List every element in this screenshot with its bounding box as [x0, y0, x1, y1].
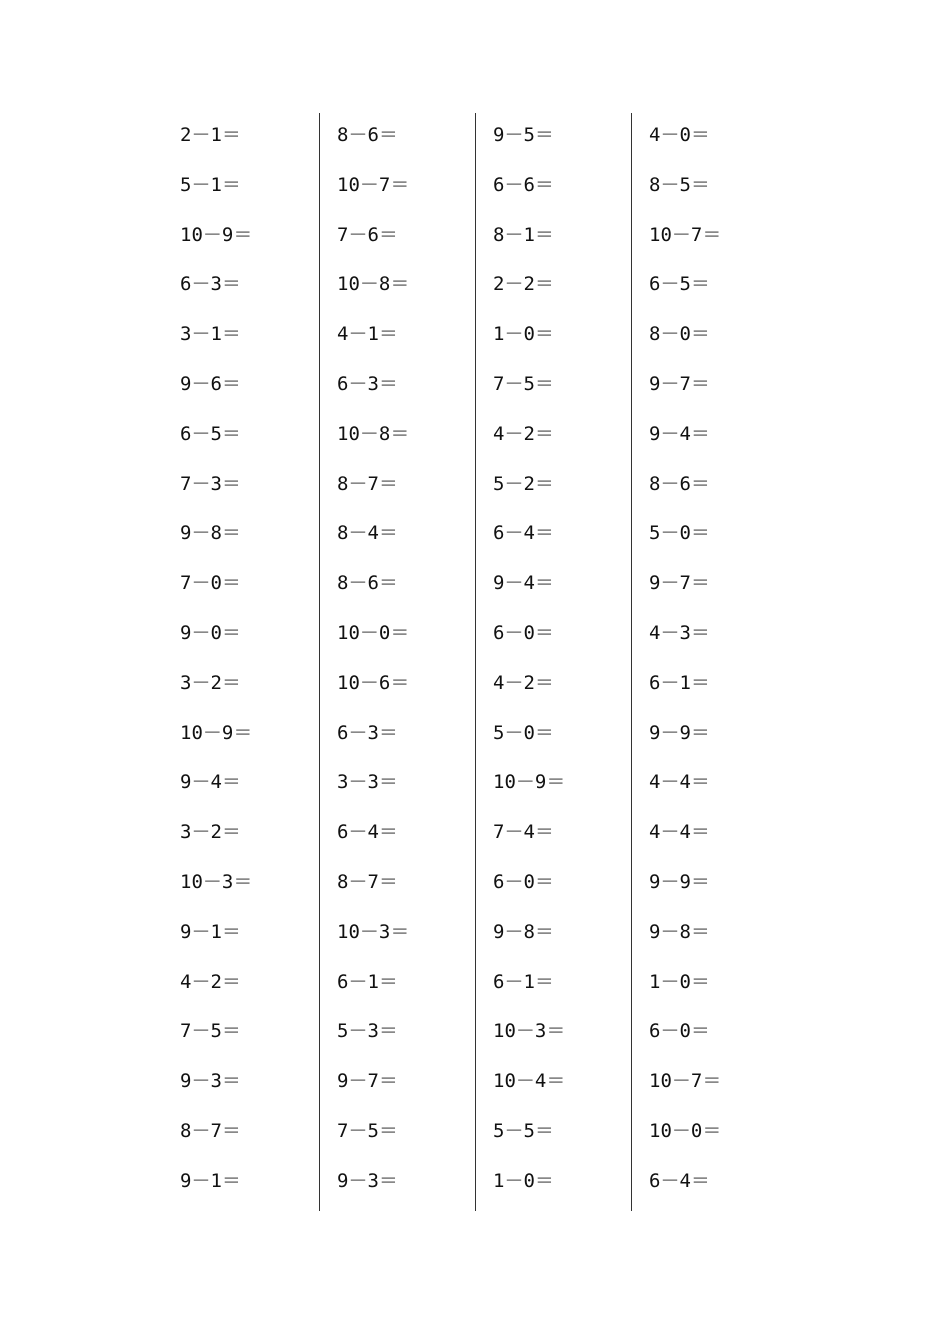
problem-column-4	[631, 113, 787, 1211]
subtraction-problem: 5－3＝	[337, 1020, 398, 1043]
subtraction-problem: 9－9＝	[649, 870, 710, 893]
subtraction-problem: 4－4＝	[649, 821, 710, 844]
subtraction-problem: 1－0＝	[493, 1169, 554, 1192]
subtraction-problem: 6－1＝	[337, 970, 398, 993]
subtraction-problem: 9－7＝	[649, 372, 710, 395]
subtraction-problem: 10－6＝	[337, 671, 410, 694]
subtraction-problem: 9－6＝	[180, 372, 241, 395]
subtraction-problem: 8－1＝	[493, 223, 554, 246]
subtraction-problem: 3－2＝	[180, 821, 241, 844]
subtraction-problem: 4－4＝	[649, 771, 710, 794]
subtraction-problem: 10－9＝	[493, 771, 566, 794]
subtraction-problem: 9－9＝	[649, 721, 710, 744]
subtraction-problem: 6－3＝	[337, 721, 398, 744]
subtraction-problem: 9－8＝	[493, 920, 554, 943]
subtraction-problem: 6－1＝	[493, 970, 554, 993]
subtraction-problem: 6－1＝	[649, 671, 710, 694]
problem-column-1	[163, 113, 319, 1211]
subtraction-problem: 9－8＝	[180, 522, 241, 545]
subtraction-problem: 2－1＝	[180, 124, 241, 146]
subtraction-problem: 5－5＝	[493, 1119, 554, 1142]
subtraction-problem: 9－7＝	[649, 572, 710, 595]
subtraction-problem: 7－5＝	[180, 1020, 241, 1043]
subtraction-problem: 3－3＝	[337, 771, 398, 794]
subtraction-problem: 4－2＝	[493, 671, 554, 694]
subtraction-problem: 8－7＝	[180, 1119, 241, 1142]
subtraction-problem: 6－3＝	[180, 273, 241, 296]
subtraction-problem: 5－2＝	[493, 472, 554, 495]
subtraction-problem: 8－6＝	[649, 472, 710, 495]
subtraction-problem: 9－4＝	[649, 422, 710, 445]
subtraction-problem: 7－5＝	[337, 1119, 398, 1142]
subtraction-problem: 8－7＝	[337, 870, 398, 893]
subtraction-problem: 4－3＝	[649, 621, 710, 644]
subtraction-problem: 6－5＝	[180, 422, 241, 445]
problem-column-3	[475, 113, 631, 1211]
subtraction-problem: 9－3＝	[180, 1070, 241, 1093]
subtraction-problem: 6－4＝	[649, 1169, 710, 1192]
subtraction-problem: 4－0＝	[649, 124, 710, 146]
subtraction-problem: 9－4＝	[493, 572, 554, 595]
subtraction-problem: 7－0＝	[180, 572, 241, 595]
subtraction-problem: 9－8＝	[649, 920, 710, 943]
subtraction-problem: 7－4＝	[493, 821, 554, 844]
subtraction-problem: 10－0＝	[337, 621, 410, 644]
subtraction-problem: 10－3＝	[180, 870, 253, 893]
subtraction-problem: 9－5＝	[493, 124, 554, 146]
subtraction-problem: 1－0＝	[493, 323, 554, 346]
subtraction-problem: 10－3＝	[493, 1020, 566, 1043]
subtraction-problem: 4－2＝	[493, 422, 554, 445]
problem-column-2	[319, 113, 475, 1211]
subtraction-problem: 7－5＝	[493, 372, 554, 395]
subtraction-problem: 9－1＝	[180, 1169, 241, 1192]
subtraction-problem: 9－1＝	[180, 920, 241, 943]
subtraction-problem: 6－4＝	[337, 821, 398, 844]
subtraction-worksheet	[163, 113, 787, 1211]
subtraction-problem: 10－8＝	[337, 273, 410, 296]
subtraction-problem: 10－7＝	[649, 223, 722, 246]
subtraction-problem: 1－0＝	[649, 970, 710, 993]
subtraction-problem: 6－0＝	[493, 870, 554, 893]
subtraction-problem: 7－3＝	[180, 472, 241, 495]
subtraction-problem: 3－1＝	[180, 323, 241, 346]
subtraction-problem: 8－5＝	[649, 173, 710, 196]
subtraction-problem: 8－7＝	[337, 472, 398, 495]
subtraction-problem: 9－4＝	[180, 771, 241, 794]
subtraction-problem: 6－6＝	[493, 173, 554, 196]
subtraction-problem: 10－9＝	[180, 223, 253, 246]
subtraction-problem: 10－9＝	[180, 721, 253, 744]
subtraction-problem: 10－4＝	[493, 1070, 566, 1093]
subtraction-problem: 2－2＝	[493, 273, 554, 296]
subtraction-problem: 6－5＝	[649, 273, 710, 296]
subtraction-problem: 10－3＝	[337, 920, 410, 943]
subtraction-problem: 6－4＝	[493, 522, 554, 545]
subtraction-problem: 5－0＝	[649, 522, 710, 545]
subtraction-problem: 9－0＝	[180, 621, 241, 644]
subtraction-problem: 4－2＝	[180, 970, 241, 993]
subtraction-problem: 6－0＝	[493, 621, 554, 644]
subtraction-problem: 10－0＝	[649, 1119, 722, 1142]
subtraction-problem: 6－0＝	[649, 1020, 710, 1043]
subtraction-problem: 5－1＝	[180, 173, 241, 196]
subtraction-problem: 10－7＝	[337, 173, 410, 196]
subtraction-problem: 10－7＝	[649, 1070, 722, 1093]
subtraction-problem: 3－2＝	[180, 671, 241, 694]
subtraction-problem: 8－6＝	[337, 572, 398, 595]
subtraction-problem: 10－8＝	[337, 422, 410, 445]
subtraction-problem: 8－4＝	[337, 522, 398, 545]
subtraction-problem: 4－1＝	[337, 323, 398, 346]
subtraction-problem: 5－0＝	[493, 721, 554, 744]
subtraction-problem: 9－3＝	[337, 1169, 398, 1192]
subtraction-problem: 8－6＝	[337, 124, 398, 146]
subtraction-problem: 6－3＝	[337, 372, 398, 395]
subtraction-problem: 7－6＝	[337, 223, 398, 246]
subtraction-problem: 8－0＝	[649, 323, 710, 346]
subtraction-problem: 9－7＝	[337, 1070, 398, 1093]
